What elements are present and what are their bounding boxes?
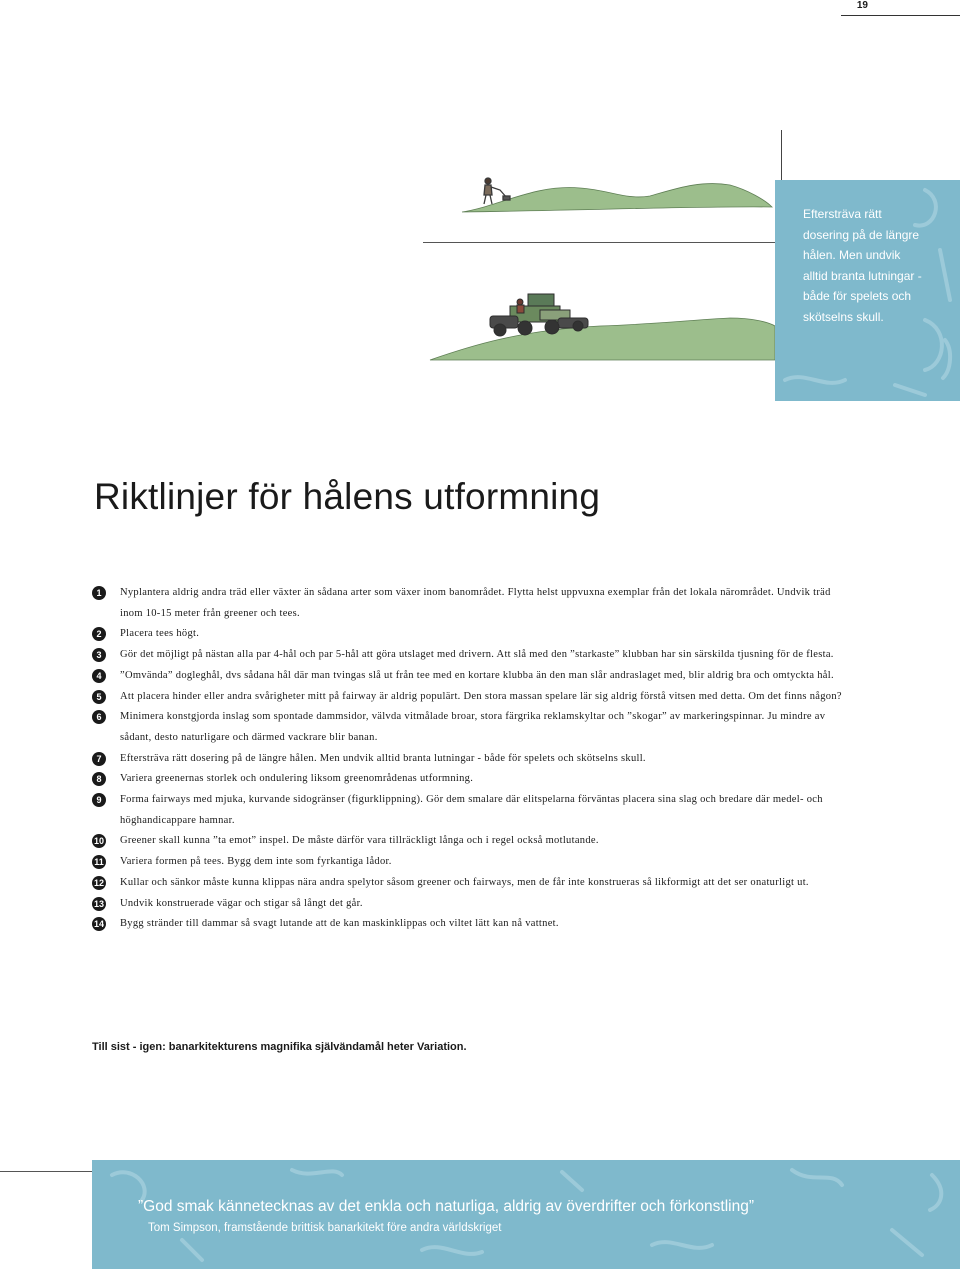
item-text: Gör det möjligt på nästan alla par 4-hål och par 5-hål att göra utslaget med drivern. Att slå med den ”starkaste” klubban har sin särskilda tjusning för de flesta. [120,649,834,661]
item-number-badge: 2 [92,627,106,641]
item-text: Minimera konstgjorda inslag som spontade dammsidor, välvda vitmålade broar, stora färgrika reklamskyltar och ”skogar” av markeringspinnar. Ju mindre av sådant, desto naturligare och därmed vackrare blir banan. [120,711,826,743]
list-item [92,687,852,708]
item-text: ”Omvända” dogleghål, dvs sådana hål där man tvingas slå ut från tee med en kortare klubba än den man slår andraslaget med, blir aldrig bra och omtyckta hål. [120,669,834,681]
sidebar-text: Eftersträva rätt dosering på de längre hålen. Men undvik alltid branta lutningar - både för spelets och skötselns skull. [803,207,922,324]
item-text: Variera greenernas storlek och ondulering liksom greenområdenas utformning. [120,773,474,785]
item-number-badge: 14 [93,919,104,930]
list-item [92,749,852,770]
item-text: Att placera hinder eller andra svårigheter mitt på fairway är aldrig populärt. Den stora massan spelare lär sig aldrig förstå vitsen med detta. Om det finns någon? [120,690,842,702]
item-text: Undvik konstruerade vägar och stigar så långt det går. [120,897,363,909]
list-item [92,852,852,873]
item-text: Variera formen på tees. Bygg dem inte som fyrkantiga lådor. [120,856,392,868]
golf-illustration [0,0,780,380]
item-number-badge: 6 [92,710,106,724]
item-number-badge: 8 [92,772,106,786]
item-text: Bygg stränder till dammar så svagt lutande att de kan maskinklippas och viltet lätt kan nå vattnet. [120,918,559,930]
guideline-list [92,583,852,935]
list-item [92,645,852,666]
item-number-badge: 7 [92,752,106,766]
list-item [92,873,852,894]
item-number-badge: 5 [92,690,106,704]
quote-text: ”God smak kännetecknas av det enkla och naturliga, aldrig av överdrifter och förkonstling” [138,1198,755,1215]
list-item [92,769,852,790]
list-item [92,914,852,935]
lower-hill [430,318,775,360]
page-number: 19 [856,0,868,11]
list-item [92,894,852,915]
item-number-badge: 10 [93,836,104,847]
item-text: Placera tees högt. [120,628,200,640]
item-text: Kullar och sänkor måste kunna klippas nära andra spelytor såsom greener och fairways, men de får inte konstrueras så likformigt att det ser onaturligt ut. [120,876,809,888]
closing-statement: Till sist - igen: banarkitekturens magnifika självändamål heter Variation. [92,1041,467,1053]
item-number-badge: 12 [93,877,104,888]
item-number-badge: 3 [92,648,106,662]
list-item [92,831,852,852]
item-text: Forma fairways med mjuka, kurvande sidogränser (figurklippning). Gör dem smalare där elitspelarna förväntas placera sina slag och bredare där medel- och höghandicappare hamnar. [120,794,823,826]
item-number-badge: 4 [92,669,106,683]
list-item [92,790,852,831]
list-item [92,707,852,748]
walking-mower-figure [484,178,510,204]
top-rule [841,15,960,16]
item-number-badge: 9 [92,793,106,807]
item-number-badge: 13 [93,898,104,909]
item-number-badge: 1 [92,586,106,600]
list-item [92,666,852,687]
item-text: Eftersträva rätt dosering på de längre hålen. Men undvik alltid branta lutningar - både för spelets och skötselns skull. [120,752,646,764]
page-title: Riktlinjer för hålens utformning [94,476,601,517]
list-item [92,624,852,645]
horizon-line [423,242,778,243]
item-text: Nyplantera aldrig andra träd eller växter än sådana arter som växer inom banområdet. Flytta helst uppvuxna exemplar från det lokala närområdet. Undvik träd inom 10-15 meter från greener och tees. [120,587,831,619]
item-number-badge: 11 [92,855,106,869]
sidebar-callout [775,180,960,401]
quote-banner [92,1160,960,1269]
list-item [92,583,852,624]
quote-attribution: Tom Simpson, framstående brittisk banarkitekt före andra världskriget [148,1222,502,1234]
item-text: Greener skall kunna ”ta emot” inspel. De måste därför vara tillräckligt långa och i regel också motlutande. [120,835,599,847]
